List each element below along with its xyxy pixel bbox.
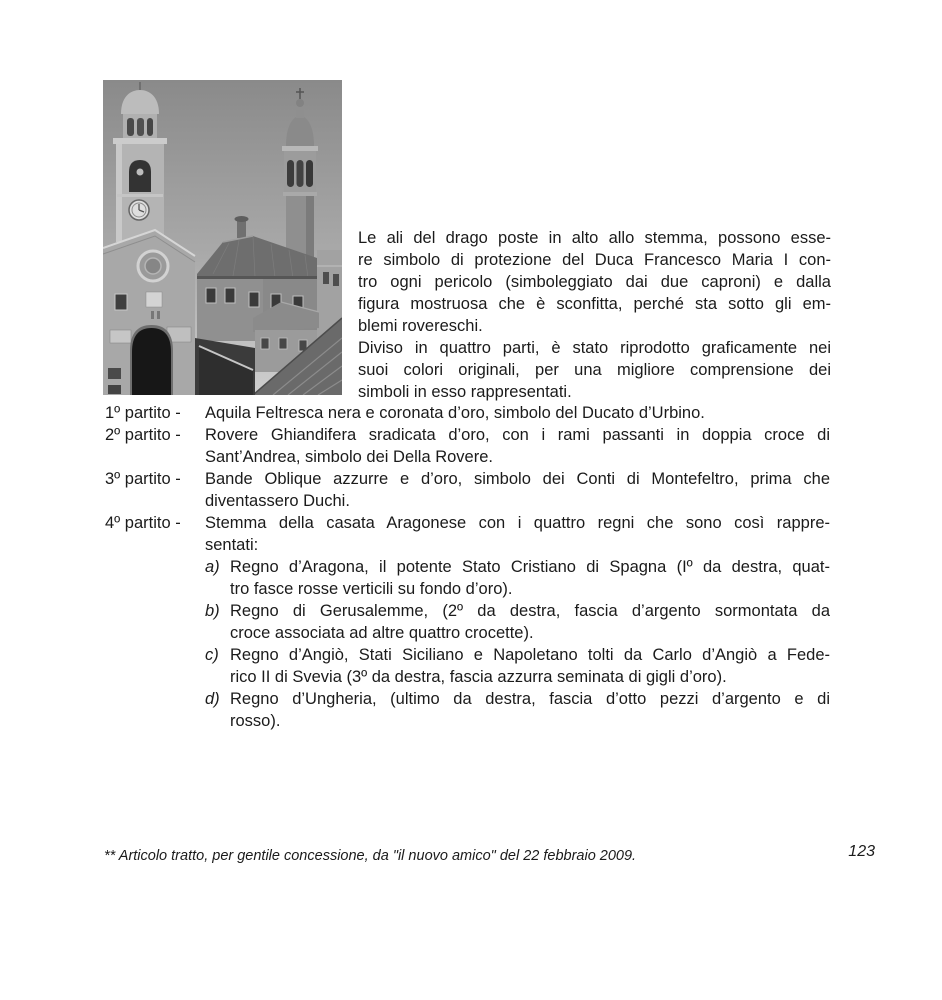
page-number: 123 [848, 843, 875, 860]
subitem-text: Regno di Gerusalemme, (2º da destra, fascia d’argento sormontata da croce associata ad altre quattro crocette). [230, 602, 830, 642]
church-facade [103, 230, 195, 395]
list-item [105, 468, 830, 512]
subitem-letter: a) [205, 558, 220, 576]
list-item [105, 512, 830, 556]
footnote: ** Articolo tratto, per gentile concessione, da "il nuovo amico" del 22 febbraio 2009. [104, 848, 637, 864]
item-text: Stemma della casata Aragonese con i quattro regni che sono così rappre- sentati: [205, 514, 830, 554]
item-label: 3º partito - [105, 470, 181, 488]
item-label: 1º partito - [105, 404, 181, 422]
subitem-letter: b) [205, 602, 220, 620]
list-subitem [105, 688, 830, 732]
list-subitem [105, 600, 830, 644]
subitem-text: Regno d’Angiò, Stati Siciliano e Napoletano tolti da Carlo d’Angiò a Fede- rico II di Svevia (3º da destra, fascia azzurra seminata di gigli d’oro). [230, 646, 830, 686]
list-item [105, 402, 830, 424]
subitem-letter: c) [205, 646, 219, 664]
list-subitem [105, 644, 830, 688]
item-text: Bande Oblique azzurre e d’oro, simbolo dei Conti di Montefeltro, prima che diventassero Duchi. [205, 470, 830, 510]
subitem-text: Regno d’Aragona, il potente Stato Cristiano di Spagna (Iº da destra, quat- tro fasce rosse verticili su fondo d’oro). [230, 558, 830, 598]
item-text: Rovere Ghiandifera sradicata d’oro, con i rami passanti in doppia croce di Sant’Andrea, simbolo dei Della Rovere. [205, 426, 830, 466]
town-photo-figure [103, 80, 342, 395]
list-subitem [105, 556, 830, 600]
intro-paragraph-2: Diviso in quattro parti, è stato riprodotto graficamente nei suoi colori originali, per una migliore comprensione dei simboli in esso rappresentati. [358, 339, 831, 401]
town-photo-illustration [103, 80, 342, 395]
intro-paragraph-1: Le ali del drago poste in alto allo stemma, possono esse- re simbolo di protezione del Duca Francesco Maria I con- tro ogni pericolo (simboleggiato dai due caproni) e dalla figura mostruosa che è sconfitta, perché sta sotto gli em- blemi rovereschi. [358, 229, 831, 335]
item-text: Aquila Feltresca nera e coronata d’oro, simbolo del Ducato d’Urbino. [205, 404, 705, 422]
portal-arch [132, 328, 171, 395]
list-item [105, 424, 830, 468]
subitem-letter: d) [205, 690, 220, 708]
partito-list [105, 402, 830, 732]
item-label: 2º partito - [105, 426, 181, 444]
item-label: 4º partito - [105, 514, 181, 532]
subitem-text: Regno d’Ungheria, (ultimo da destra, fascia d’otto pezzi d’argento e di rosso). [230, 690, 830, 730]
intro-text-block [358, 227, 831, 403]
